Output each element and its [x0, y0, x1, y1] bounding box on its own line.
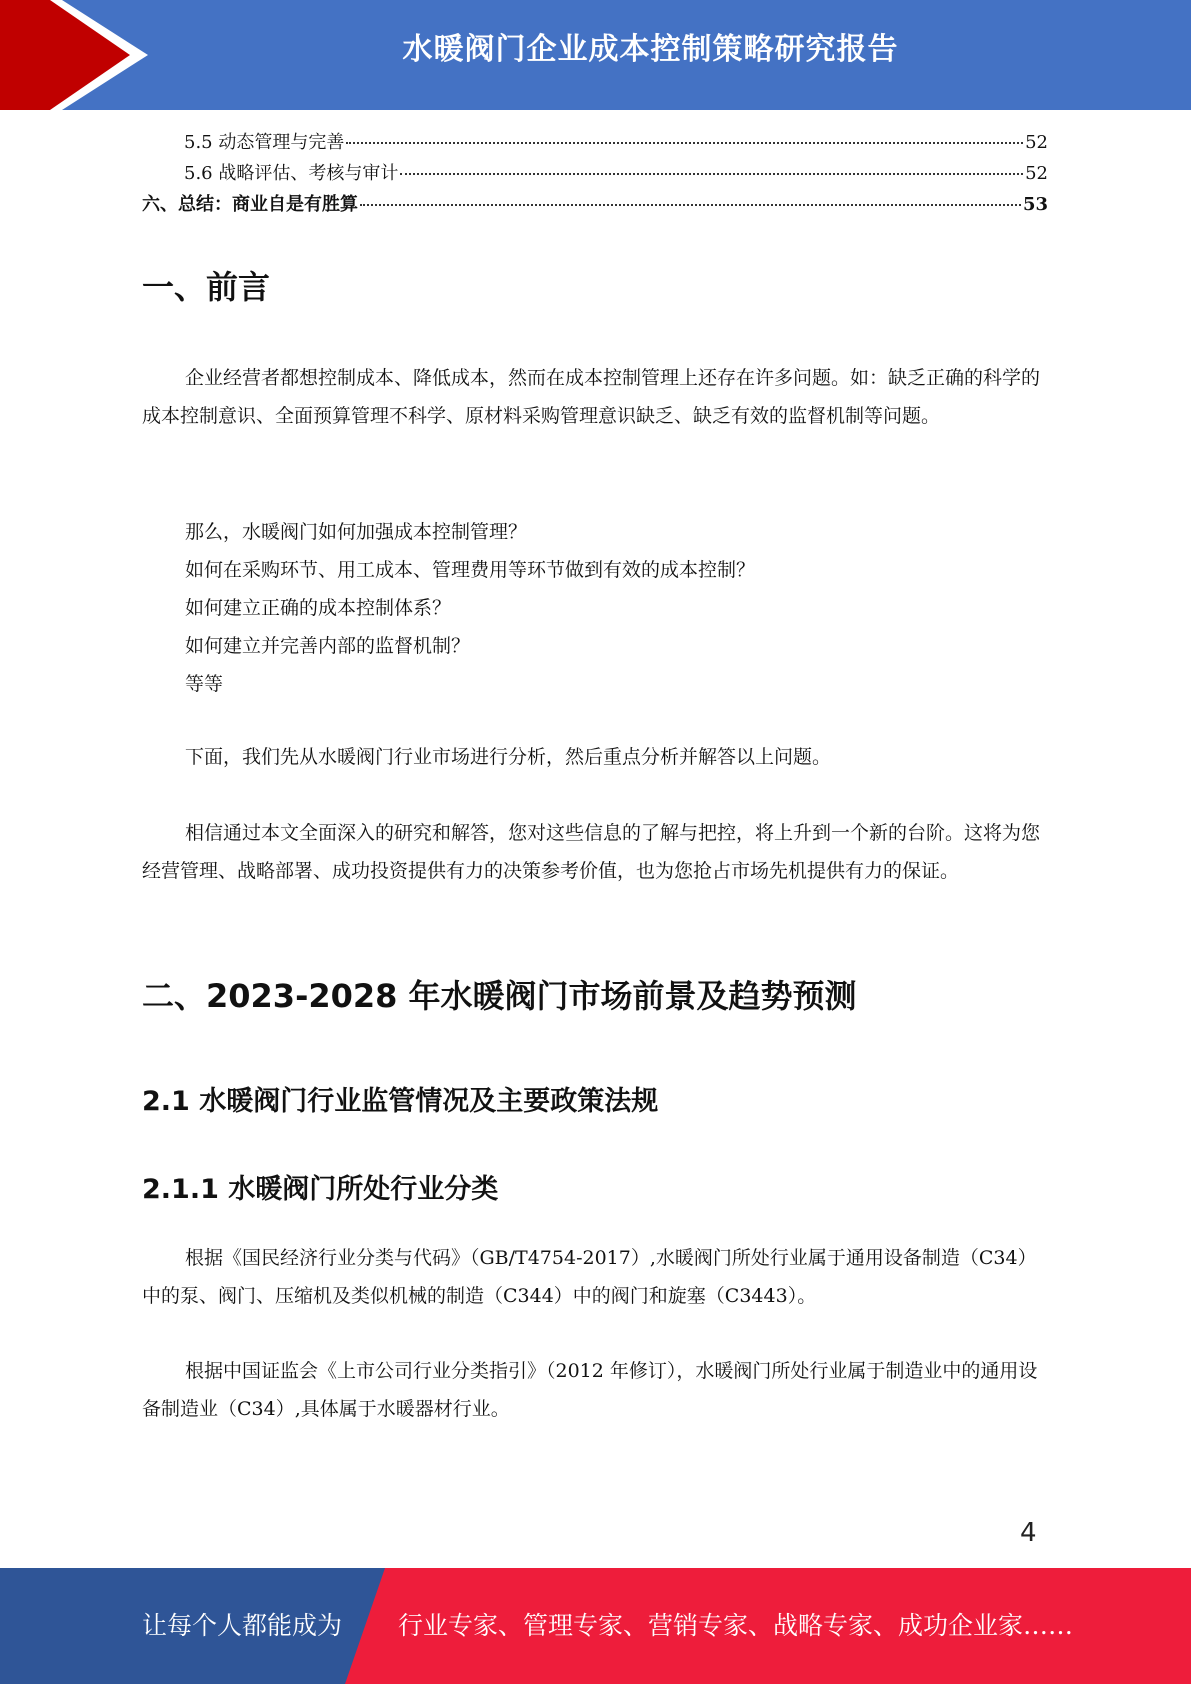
subsection-heading: 2.1 水暖阀门行业监管情况及主要政策法规 — [142, 1086, 659, 1117]
toc-entry-label: 5.5 动态管理与完善 — [184, 132, 345, 153]
page-number: 4 — [1020, 1518, 1037, 1548]
paragraph: 下面，我们先从水暖阀门行业市场进行分析，然后重点分析并解答以上问题。 — [185, 746, 832, 768]
paragraph: 根据中国证监会《上市公司行业分类指引》（2012 年修订），水暖阀门所处行业属于制造业中的通用设备制造业（C34）,具体属于水暖器材行业。 — [142, 1360, 1038, 1420]
toc-entry-label: 六、总结：商业自是有胜算 — [142, 194, 358, 215]
toc-entry-page: 52 — [1025, 163, 1048, 184]
toc-leader-dots — [360, 204, 1021, 206]
question-line: 如何建立并完善内部的监督机制？ — [185, 635, 471, 657]
paragraph: 根据《国民经济行业分类与代码》（GB/T4754-2017）,水暖阀门所处行业属于通用设备制造（C34）中的泵、阀门、压缩机及类似机械的制造（C344）中的阀门和旋塞（C3443）。 — [142, 1247, 1037, 1307]
paragraph: 相信通过本文全面深入的研究和解答，您对这些信息的了解与把控，将上升到一个新的台阶。这将为您经营管理、战略部署、成功投资提供有力的决策参考价值，也为您抢占市场先机提供有力的保证。 — [142, 822, 1041, 882]
toc-leader-dots — [400, 173, 1023, 175]
toc-entry[interactable] — [142, 159, 1048, 190]
section-heading-preface: 一、前言 — [142, 268, 271, 306]
question-line: 那么，水暖阀门如何加强成本控制管理？ — [185, 521, 528, 543]
footer-slogan-left: 让每个人都能成为 — [142, 1611, 343, 1640]
page-footer — [0, 1568, 1191, 1684]
section-heading-market: 二、2023-2028 年水暖阀门市场前景及趋势预测 — [142, 977, 857, 1015]
footer-slogan-right: 行业专家、管理专家、营销专家、战略专家、成功企业家…… — [398, 1611, 1074, 1640]
question-line: 等等 — [185, 673, 224, 695]
toc-entry-label: 5.6 战略评估、考核与审计 — [184, 163, 399, 184]
paragraph: 企业经营者都想控制成本、降低成本，然而在成本控制管理上还存在许多问题。如：缺乏正确的科学的成本控制意识、全面预算管理不科学、原材料采购管理意识缺乏、缺乏有效的监督机制等问题。 — [142, 367, 1041, 427]
table-of-contents — [142, 128, 1048, 221]
page-header — [0, 0, 1191, 110]
toc-leader-dots — [346, 142, 1023, 144]
question-line: 如何在采购环节、用工成本、管理费用等环节做到有效的成本控制？ — [185, 559, 756, 581]
toc-entry[interactable] — [142, 190, 1048, 221]
toc-entry-page: 52 — [1025, 132, 1048, 153]
subsection-heading: 2.1.1 水暖阀门所处行业分类 — [142, 1174, 499, 1205]
toc-entry-page: 53 — [1022, 194, 1048, 215]
toc-entry[interactable] — [142, 128, 1048, 159]
report-title: 水暖阀门企业成本控制策略研究报告 — [402, 32, 899, 67]
question-line: 如何建立正确的成本控制体系？ — [185, 597, 452, 619]
